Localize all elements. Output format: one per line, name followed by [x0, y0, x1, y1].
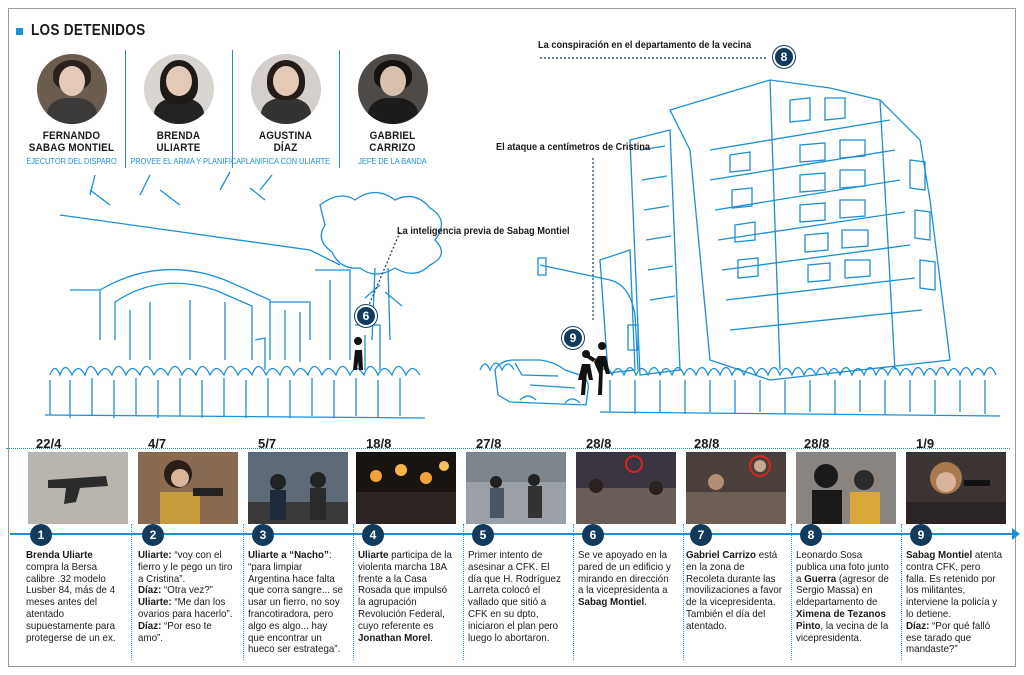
person-role: JEFE DE LA BANDA [358, 157, 427, 166]
step-badge-9: 9 [910, 524, 932, 546]
speaker: Uliarte: [138, 596, 172, 609]
event-text-2: . [430, 631, 433, 644]
photo-uliarte-gun [138, 452, 238, 524]
timeline-date: 22/4 [36, 436, 62, 451]
speaker: Díaz: [906, 619, 930, 632]
event-text: Se ve apoyado en la pared de un edificio y mirando en dirección a la vicepresidenta a [578, 549, 671, 597]
event-text: Primer intento de asesinar a CFK. El día que H. Rodríguez Larreta colocó el vallado que sitió a CFK en su dpto, iniciaron el plan pero luego lo abortaron. [468, 549, 561, 644]
photo-pistol [28, 452, 128, 524]
callout-badge-6: 6 [355, 305, 377, 327]
event-8 [796, 550, 893, 644]
person-diaz [232, 50, 339, 167]
timeline-date: 4/7 [148, 436, 167, 451]
event-text: (agresor de Sergio Massa) en eldepartamento de [796, 572, 889, 609]
event-bold: Guerra [804, 572, 837, 585]
photo-torches [356, 452, 456, 524]
timeline-date: 27/8 [476, 436, 502, 451]
step-badge-3: 3 [252, 524, 274, 546]
event-bold-2: Sabag Montiel [578, 596, 645, 609]
callout-conspiracy: La conspiración en el departamento de la vecina [538, 39, 752, 51]
event-7 [686, 550, 783, 633]
step-badge-1: 1 [30, 524, 52, 546]
event-bold: Gabriel Carrizo [686, 549, 757, 561]
speaker: Díaz: [138, 619, 162, 632]
event-bold: Sabag Montiel [906, 549, 973, 561]
event-4 [358, 550, 455, 644]
event-bold-2: Jonathan Morel [358, 631, 431, 644]
event-1 [26, 550, 123, 644]
avatar [144, 54, 214, 124]
avatar [251, 54, 321, 124]
photo-crowd-sabag [576, 452, 676, 524]
avatar [358, 54, 428, 124]
event-bold: Uliarte [358, 549, 389, 561]
step-badge-2: 2 [142, 524, 164, 546]
person-carrizo [339, 50, 446, 167]
event-text: participa de la violenta marcha 18A frente a la Casa Rosada que impulsó la agrupación Revolución Federal, cuyo referente es [358, 549, 452, 632]
quote: “Otra vez?” [161, 584, 213, 597]
event-9 [906, 550, 1003, 656]
event-text: : “para limpiar Argentina hace falta que corra sangre... se usar un fierro, no soy francotiradora, pero algo es algo... hay que encontrar un hueco ser estratega”. [248, 549, 343, 656]
section-title [16, 22, 166, 40]
event-6 [578, 550, 675, 609]
photo-sosa-guerra [796, 452, 896, 524]
avatar [37, 54, 107, 124]
timeline-date: 1/9 [916, 436, 935, 451]
step-badge-6: 6 [582, 524, 604, 546]
person-role: PLANIFICA CON ULIARTE [240, 157, 331, 166]
event-text-2: , la vecina de la vicepresidenta. [796, 619, 889, 644]
person-uliarte [125, 50, 242, 167]
photo-carrizo [686, 452, 786, 524]
section-title-text: LOS DETENIDOS [31, 22, 146, 39]
callout-badge-8: 8 [773, 46, 795, 68]
title-square-icon [16, 28, 23, 35]
timeline-date: 28/8 [694, 436, 720, 451]
event-3 [248, 550, 345, 656]
person-sabag-montiel [18, 50, 125, 167]
event-bold: Brenda Uliarte [26, 549, 93, 561]
callout-intelligence: La inteligencia previa de Sabag Montiel [397, 225, 570, 237]
quote: “Por eso te amo”. [138, 619, 212, 644]
timeline-dates [26, 436, 1010, 450]
speaker: Díaz: [138, 584, 162, 597]
event-text: atenta contra CFK, pero falla. Es retenido por los militantes, interviene la policía y lo detiene. [906, 549, 1003, 620]
step-badge-8: 8 [800, 524, 822, 546]
timeline-date: 18/8 [366, 436, 392, 451]
quote: “Me dan los ovarios para hacerlo”. [138, 596, 233, 620]
event-2 [138, 550, 235, 644]
step-badge-5: 5 [472, 524, 494, 546]
event-text-2: . [644, 596, 647, 609]
timeline-date: 5/7 [258, 436, 277, 451]
person-role: EJECUTOR DEL DISPARO [26, 157, 117, 166]
photo-march-5-7 [248, 452, 348, 524]
detainees-row [18, 50, 446, 167]
person-name: FERNANDO SABAG MONTIEL [28, 130, 115, 154]
person-role: PROVEE EL ARMA Y PLANIFICA [130, 157, 242, 166]
callout-attack: El ataque a centímetros de Cristina [496, 141, 651, 153]
person-name: BRENDA ULIARTE [156, 130, 201, 154]
photo-vallado [466, 452, 566, 524]
event-bold-2: Ximena de Tezanos Pinto [796, 607, 886, 632]
event-text: compra la Bersa calibre .32 modelo Lusber 84, más de 4 meses antes del atentado supuestamente para protegerse de un ex. [26, 560, 116, 644]
person-name: AGUSTINA DÍAZ [258, 130, 313, 154]
callout-badge-9: 9 [562, 327, 584, 349]
timeline-date: 28/8 [586, 436, 612, 451]
event-5 [468, 550, 565, 644]
event-text: está en la zona de Recoleta durante las movilizaciones a favor de la vicepresidenta. También el día del atentado. [686, 549, 783, 632]
person-name: GABRIEL CARRIZO [369, 130, 416, 154]
photo-attack [906, 452, 1006, 524]
timeline-date: 28/8 [804, 436, 830, 451]
date-underline [6, 448, 1010, 449]
step-badge-7: 7 [690, 524, 712, 546]
step-badge-4: 4 [362, 524, 384, 546]
event-bold: Uliarte a “Nacho” [248, 549, 329, 561]
speaker: Uliarte: [138, 549, 172, 561]
event-text-0: Leonardo Sosa publica una foto junto a [796, 549, 889, 585]
quote: “voy con el fierro y le pego un tiro a Cristina”. [138, 549, 233, 585]
quote: “Por qué falló ese tarado que mandaste?” [906, 619, 991, 656]
